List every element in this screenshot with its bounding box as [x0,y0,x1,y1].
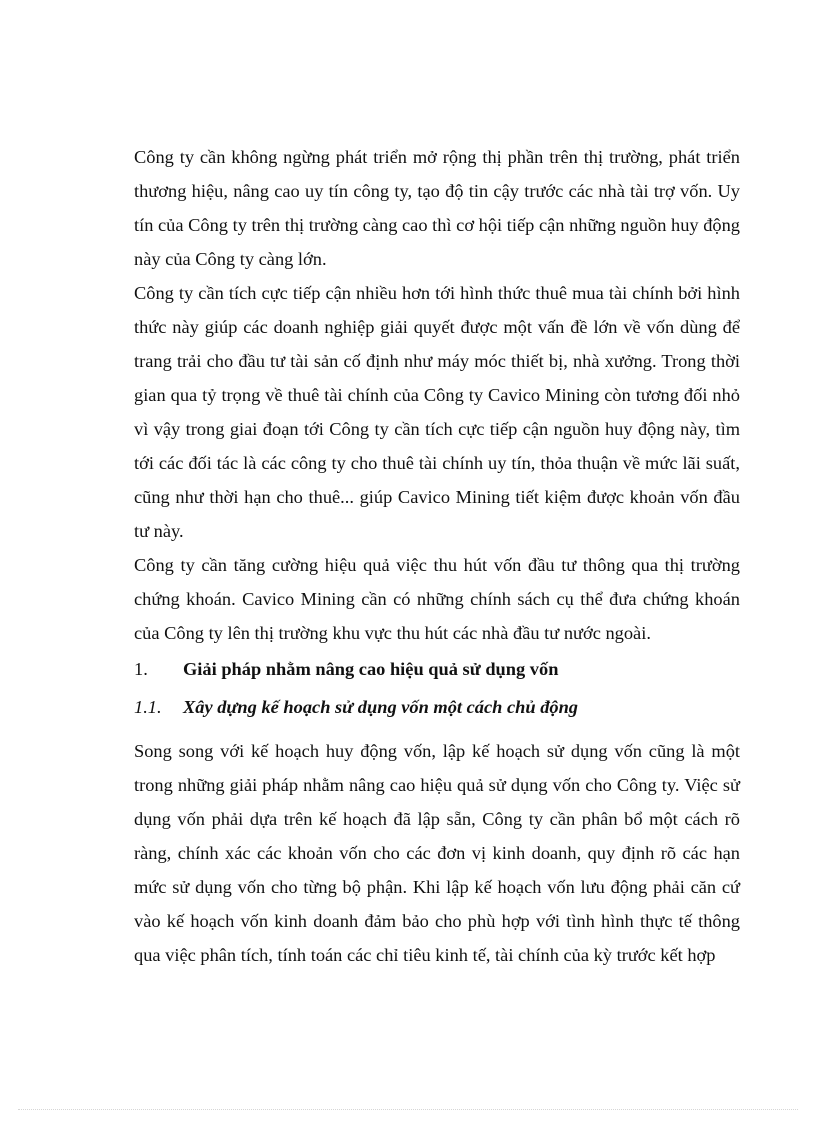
paragraph-stock-market: Công ty cần tăng cường hiệu quả việc thu hút vốn đầu tư thông qua thị trường chứng khoán. Cavico Mining cần có những chính sách cụ thể đưa chứng khoán của Công ty lên thị trường khu vực thu hút các nhà đầu tư nước ngoài. [134,555,740,643]
document-body [134,140,740,972]
paragraph-market-expansion: Công ty cần không ngừng phát triển mở rộng thị phần trên thị trường, phát triển thương hiệu, nâng cao uy tín công ty, tạo độ tin cậy trước các nhà tài trợ vốn. Uy tín của Công ty trên thị trường càng cao thì cơ hội tiếp cận những nguồn huy động này của Công ty càng lớn. [134,147,740,269]
subsection-heading-number: 1.1. [134,697,162,717]
subsection-heading-text: Xây dựng kế hoạch sử dụng vốn một cách chủ động [183,697,579,717]
section-heading-number: 1. [134,659,148,679]
section-heading-text: Giải pháp nhằm nâng cao hiệu quả sử dụng vốn [183,659,559,679]
paragraph-finance-leasing: Công ty cần tích cực tiếp cận nhiều hơn tới hình thức thuê mua tài chính bởi hình thức này giúp các doanh nghiệp giải quyết được một vấn đề lớn về vốn dùng để trang trải cho đầu tư tài sản cố định như máy móc thiết bị, nhà xưởng. Trong thời gian qua tỷ trọng về thuê tài chính của Công ty Cavico Mining còn tương đối nhỏ vì vậy trong giai đoạn tới Công ty cần tích cực tiếp cận nguồn huy động này, tìm tới các đối tác là các công ty cho thuê tài chính uy tín, thỏa thuận về mức lãi suất, cũng như thời hạn cho thuê... giúp Cavico Mining tiết kiệm được khoản vốn đầu tư này. [134,283,740,541]
paragraph-capital-usage-plan: Song song với kế hoạch huy động vốn, lập kế hoạch sử dụng vốn cũng là một trong những giải pháp nhằm nâng cao hiệu quả sử dụng vốn cho Công ty. Việc sử dụng vốn phải dựa trên kế hoạch đã lập sẵn, Công ty cần phân bổ một cách rõ ràng, chính xác các khoản vốn cho các đơn vị kinh doanh, quy định rõ các hạn mức sử dụng vốn cho từng bộ phận. Khi lập kế hoạch vốn lưu động phải căn cứ vào kế hoạch vốn kinh doanh đảm bảo cho phù hợp với tình hình thực tế thông qua việc phân tích, tính toán các chỉ tiêu kinh tế, tài chính của kỳ trước kết hợp [134,741,740,965]
section-heading [134,652,740,690]
page-bottom-divider [18,1109,798,1110]
subsection-heading [134,690,740,734]
